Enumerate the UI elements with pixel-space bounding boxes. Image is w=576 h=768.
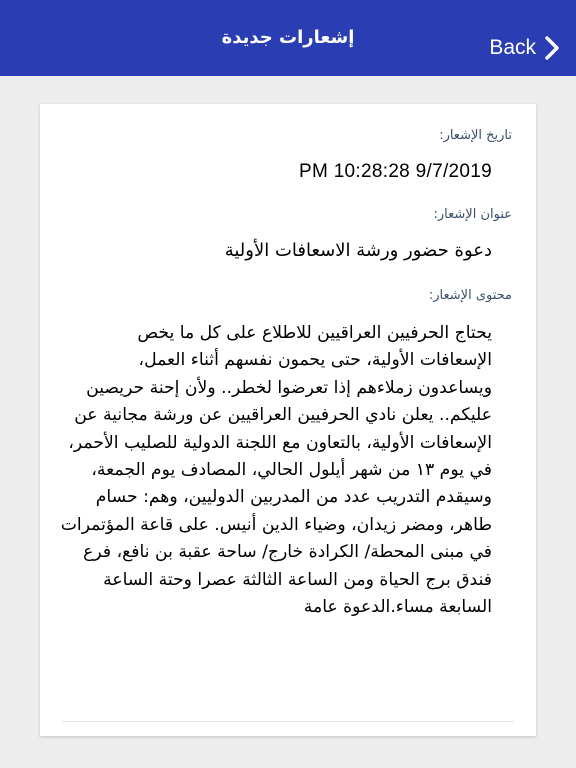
back-button[interactable] xyxy=(489,28,562,68)
date-label: تاريخ الإشعار: xyxy=(439,128,512,143)
notification-card xyxy=(40,104,536,736)
back-button-label: Back xyxy=(489,36,536,59)
divider xyxy=(62,721,514,722)
chevron-right-icon xyxy=(542,35,562,61)
content-value: يحتاج الحرفيين العراقيين للاطلاع على كل ما يخص الإسعافات الأولية، حتى يحمون نفسهم أثناء العمل، ويساعدون زملاءهم إذا تعرضوا لخطر.. ولأن إحنة حريصين عليكم.. يعلن نادي الحرفيين العراقيين عن ورشة مجانية عن الإسعافات الأولية، بالتعاون مع اللجنة الدولية للصليب الأحمر، في يوم ١٣ من شهر أيلول الحالي، المصادف يوم الجمعة، وسيقدم التدريب عدد من المدربين الدوليين، وهم: حسام طاهر، ومضر زيدان، وضياء الدين أنيس. على قاعة المؤتمرات في مبنى المحطة/ الكرادة خارج/ ساحة عقبة بن نافع، فرع فندق برج الحياة ومن الساعة الثالثة عصرا وحتة الساعة السابعة مساء.الدعوة عامة xyxy=(60,323,492,618)
subject-value: دعوة حضور ورشة الاسعافات الأولية xyxy=(224,240,492,261)
page-title: إشعارات جديدة xyxy=(221,27,355,48)
navigation-bar xyxy=(0,0,576,76)
date-value: PM 10:28:28 9/7/2019 xyxy=(299,161,492,182)
subject-label: عنوان الإشعار: xyxy=(433,207,512,222)
content-label: محتوى الإشعار: xyxy=(428,288,512,303)
